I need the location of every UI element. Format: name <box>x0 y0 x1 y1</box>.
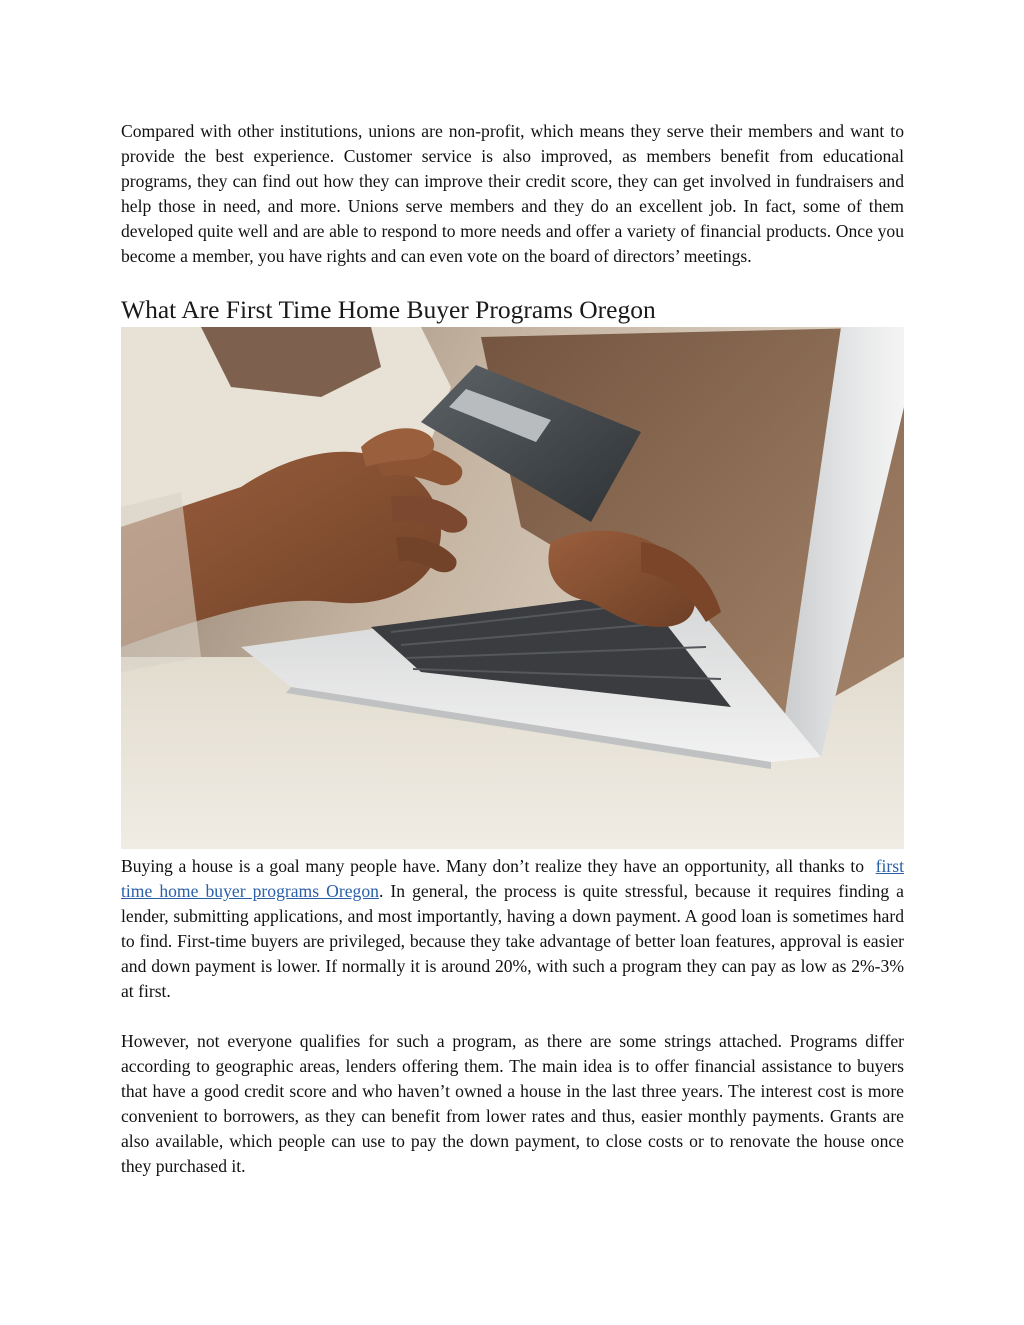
qualify-paragraph: However, not everyone qualifies for such a program, as there are some strings attached. Programs differ according to geographic areas, lenders offering them. The main idea is to offer financial assistance to buyers that have a good credit score and who haven’t owned a house in the last three years. The interest cost is more convenient to borrowers, as they can benefit from lower rates and thus, easier monthly payments. Grants are also available, which people can use to pay the down payment, to close costs or to renovate the house once they purchased it. <box>121 1031 904 1176</box>
buying-paragraph <box>121 854 904 1004</box>
buying-text-start: Buying a house is a goal many people have. Many don’t realize they have an opportunity, all thanks to <box>121 856 870 876</box>
intro-paragraph: Compared with other institutions, unions are non-profit, which means they serve their members and want to provide the best experience. Customer service is also improved, as members benefit from educational programs, they can find out how they can improve their credit score, they can get involved in fundraisers and help those in need, and more. Unions serve members and they do an excellent job. In fact, some of them developed quite well and are able to respond to more needs and offer a variety of financial products. Once you become a member, you have rights and can even vote on the board of directors’ meetings. <box>121 121 904 266</box>
photo-hands-credit-card-laptop <box>121 327 904 849</box>
document-page <box>121 119 904 1179</box>
buying-text-end: . In general, the process is quite stressful, because it requires finding a lender, submitting applications, and most importantly, having a down payment. A good loan is sometimes hard to find. First-time buyers are privileged, because they take advantage of better loan features, approval is easier and down payment is lower. If normally it is around 20%, with such a program they can pay as low as 2%-3% at first. <box>121 881 904 1001</box>
oregon-programs-link[interactable]: first time home buyer programs Oregon <box>121 856 904 901</box>
section-heading: What Are First Time Home Buyer Programs Oregon <box>121 295 656 324</box>
